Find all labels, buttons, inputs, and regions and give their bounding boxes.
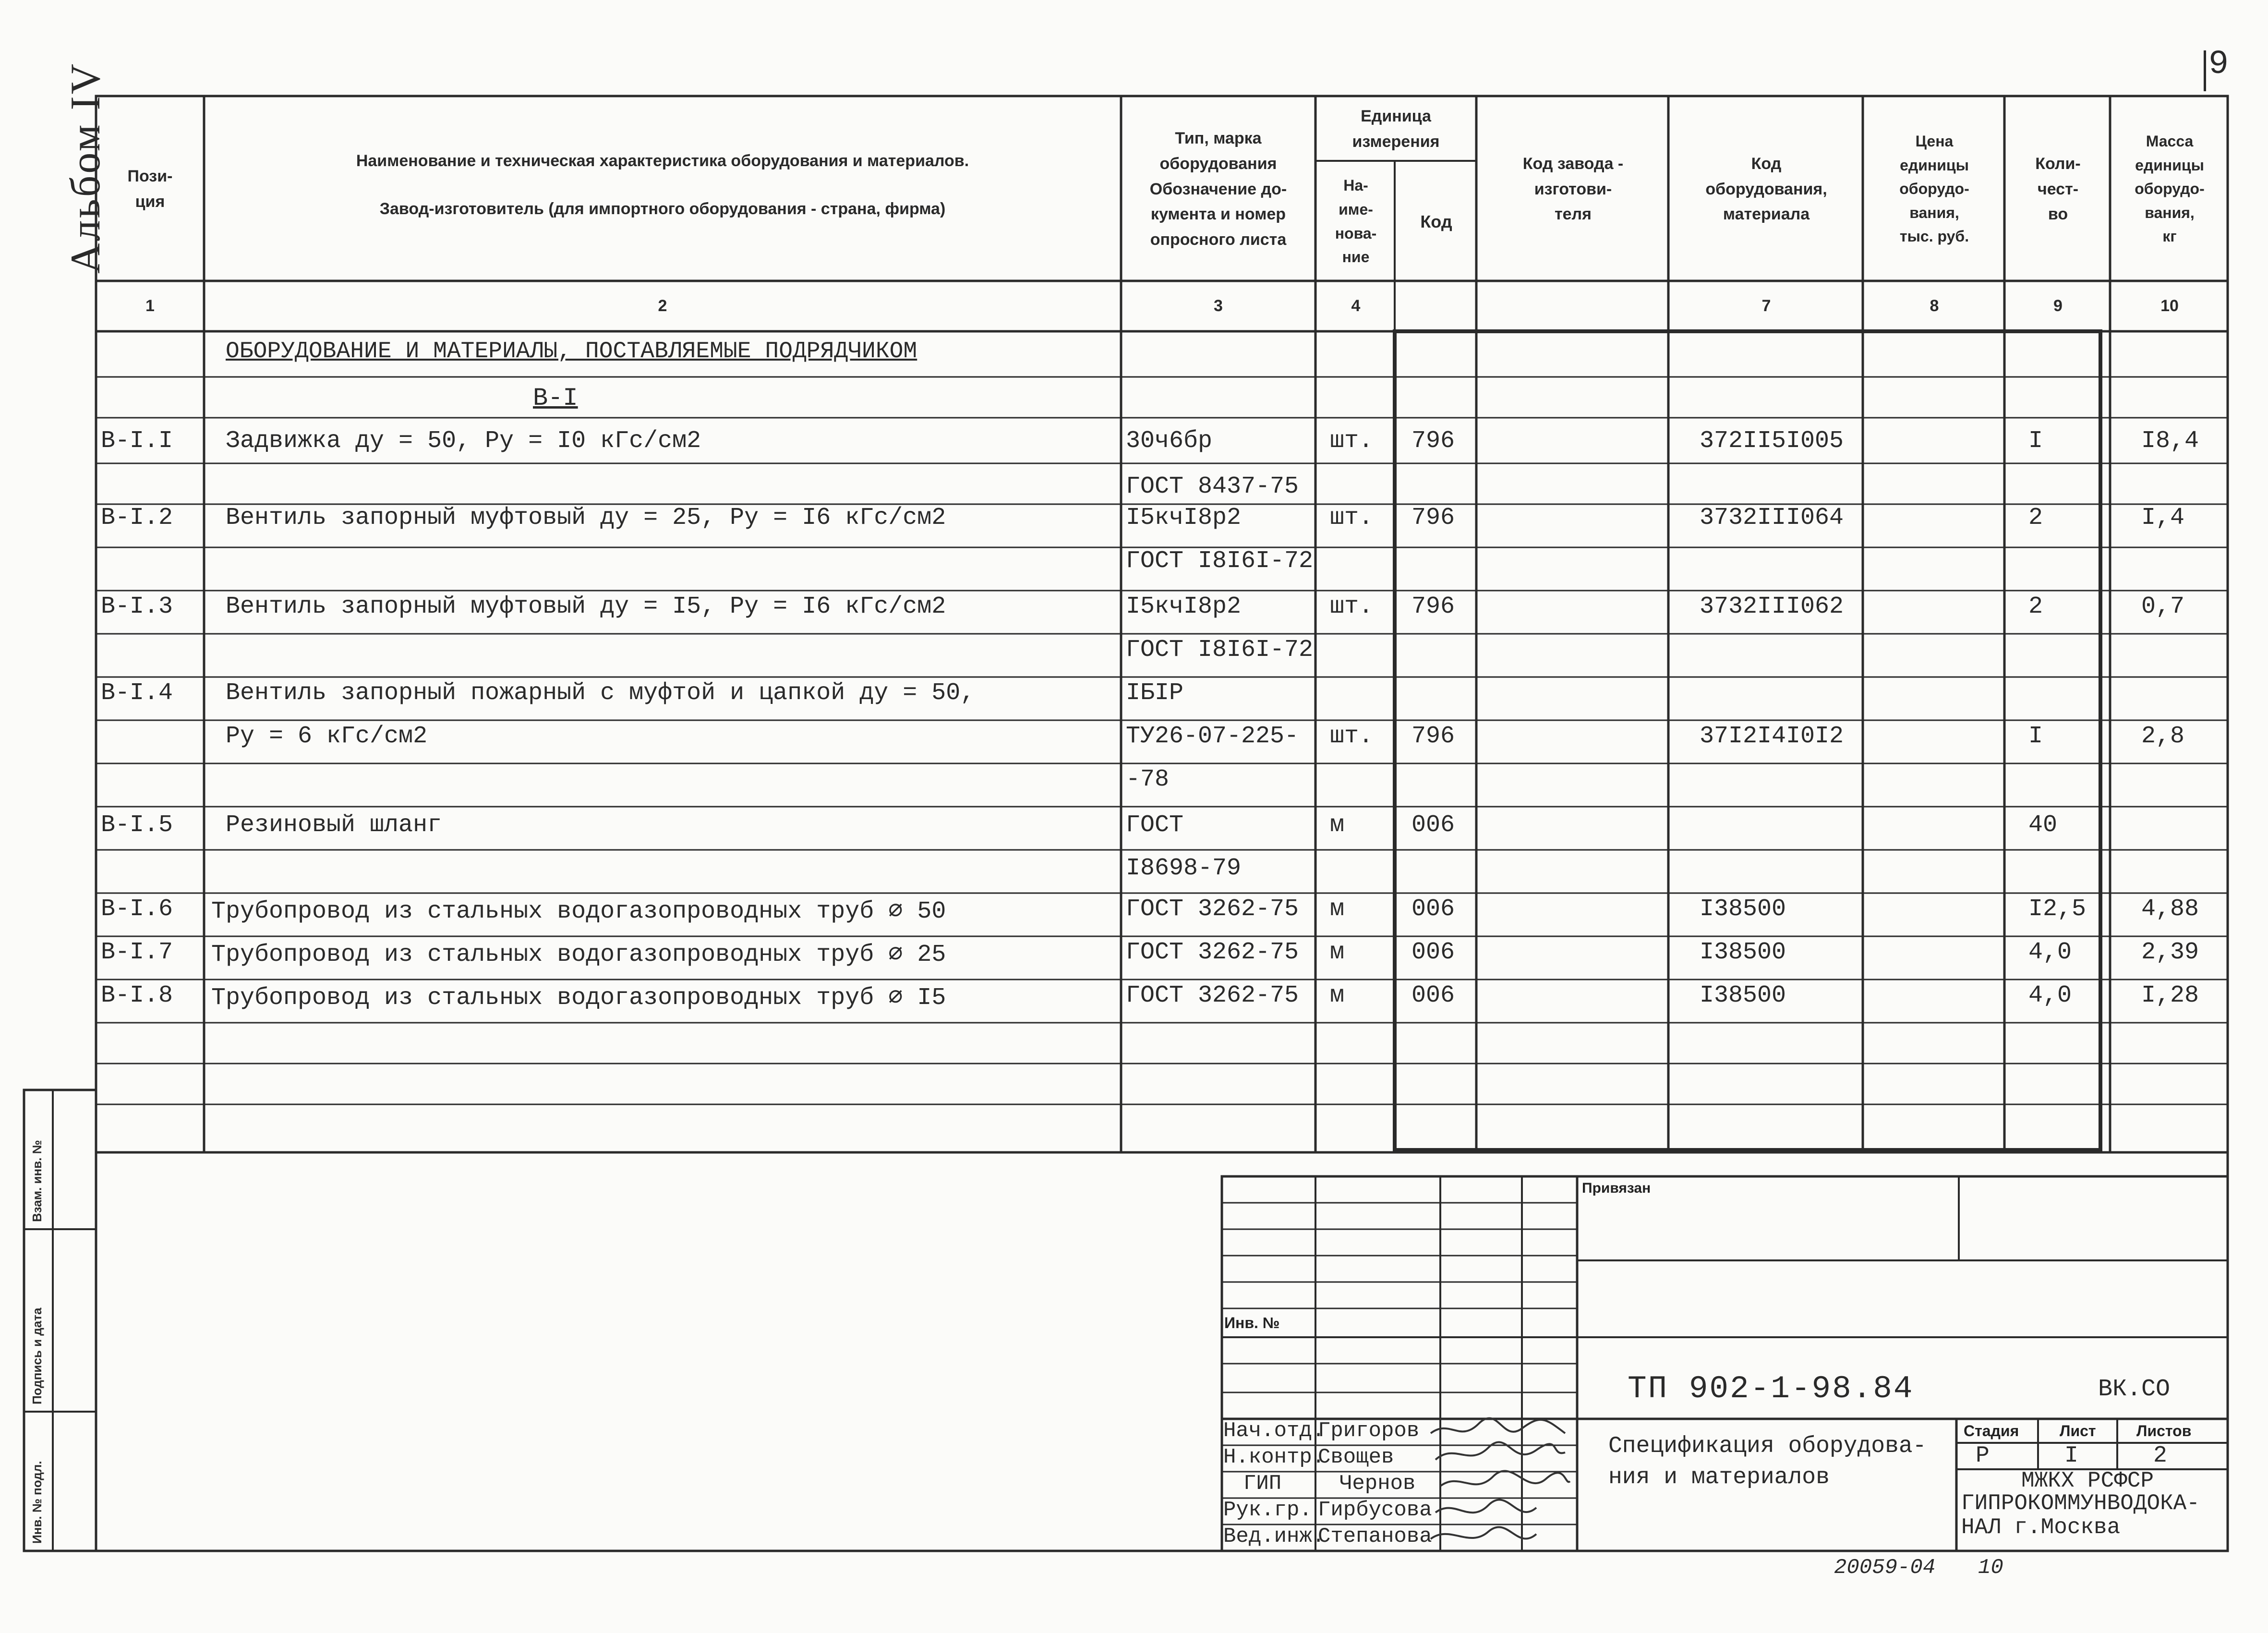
row-8-code: 796: [1411, 723, 1455, 750]
tb-title: Спецификация оборудова- ния и материалов: [1608, 1433, 1927, 1490]
colnum-1: 1: [145, 297, 155, 315]
row-3-qty: 2: [2028, 504, 2043, 532]
row-10-name: Резиновый шланг: [226, 811, 442, 839]
row-13-pos: В-I.7: [101, 939, 173, 966]
row-10-code: 006: [1411, 811, 1455, 839]
header-unit-group: Единица измерения: [1352, 107, 1440, 151]
row-2-type: ГОСТ 8437-75: [1126, 473, 1299, 500]
row-5-unit: шт.: [1330, 593, 1374, 620]
signature-role: Рук.гр.: [1223, 1498, 1312, 1522]
row-7-name: Вентиль запорный пожарный с муфтой и цапкой ду = 50,: [226, 679, 975, 707]
row-3-unit: шт.: [1330, 504, 1374, 532]
tb-stage-label: Стадия: [1964, 1422, 2019, 1439]
row-1-equip-code: 372II5I005: [1700, 427, 1844, 455]
row-14-pos: В-I.8: [101, 982, 173, 1009]
footer-page: 10: [1978, 1556, 2003, 1580]
row-10-qty: 40: [2028, 811, 2058, 839]
signature-name: Степанова: [1318, 1524, 1432, 1548]
row-10-unit: м: [1330, 811, 1345, 839]
header-name-line2: Завод-изготовитель (для импортного оборудования - страна, фирма): [379, 199, 946, 218]
row-13-equip-code: I38500: [1700, 939, 1786, 966]
row-14-type: ГОСТ 3262-75: [1126, 982, 1299, 1009]
signature-name: Свощев: [1318, 1445, 1394, 1469]
tb-section-code: ВК.СО: [2098, 1376, 2171, 1403]
row-14-mass: I,28: [2141, 982, 2199, 1009]
row-1-type: 30ч6бр: [1126, 427, 1213, 455]
handwritten-signatures: [1421, 1414, 1575, 1558]
signature-role: Нач.отд.: [1223, 1419, 1325, 1443]
colnum-2: 2: [658, 297, 667, 315]
row-1-pos: В-I.I: [101, 427, 173, 455]
tb-stage: Р: [1976, 1443, 1990, 1469]
row-5-qty: 2: [2028, 593, 2043, 620]
page-number: 9: [2208, 46, 2229, 84]
row-14-qty: 4,0: [2028, 982, 2072, 1009]
signature-role: Вед.инж.: [1223, 1524, 1325, 1548]
tb-org-line3: НАЛ г.Москва: [1961, 1515, 2121, 1540]
signature-name: Гирбусова: [1318, 1498, 1432, 1522]
header-factory-code: Код завода - изготови- теля: [1522, 154, 1624, 224]
row-1-qty: I: [2028, 427, 2043, 455]
header-price: Цена единицы оборудо- вания, тыс. руб.: [1899, 133, 1969, 245]
tb-sheet-label: Лист: [2060, 1422, 2096, 1439]
colnum-10: 10: [2160, 297, 2179, 315]
row-8-name: Ру = 6 кГс/см2: [226, 723, 428, 750]
album-label: Альбом IV: [62, 61, 109, 274]
tb-org-line1: МЖКХ РСФСР: [2021, 1468, 2154, 1493]
tb-sheets: 2: [2153, 1443, 2167, 1469]
row-1-code: 796: [1411, 427, 1455, 455]
colnum-4: 4: [1351, 297, 1361, 315]
row-5-equip-code: 3732III062: [1700, 593, 1844, 620]
row-12-equip-code: I38500: [1700, 895, 1786, 923]
row-10-type: ГОСТ: [1126, 811, 1184, 839]
row-13-qty: 4,0: [2028, 939, 2072, 966]
row-14-name: Трубопровод из стальных водогазопроводных труб ∅ I5: [211, 984, 946, 1012]
tb-inv-no: Инв. №: [1224, 1314, 1280, 1331]
row-3-code: 796: [1411, 504, 1455, 532]
row-14-unit: м: [1330, 982, 1345, 1009]
row-13-unit: м: [1330, 939, 1345, 966]
colnum-7: 7: [1761, 297, 1771, 315]
colnum-3: 3: [1214, 297, 1223, 315]
row-3-type: I5кчI8р2: [1126, 504, 1242, 532]
row-13-type: ГОСТ 3262-75: [1126, 939, 1299, 966]
row-12-code: 006: [1411, 895, 1455, 923]
row-1-name: Задвижка ду = 50, Ру = I0 кГс/см2: [226, 427, 701, 455]
row-3-name: Вентиль запорный муфтовый ду = 25, Ру = I6 кГс/см2: [226, 504, 946, 532]
row-8-mass: 2,8: [2141, 723, 2185, 750]
colnum-8: 8: [1930, 297, 1939, 315]
row-5-mass: 0,7: [2141, 593, 2185, 620]
section-title: ОБОРУДОВАНИЕ И МАТЕРИАЛЫ, ПОСТАВЛЯЕМЫЕ ПОДРЯДЧИКОМ: [226, 339, 917, 364]
row-8-type: ТУ26-07-225-: [1126, 723, 1299, 750]
row-3-equip-code: 3732III064: [1700, 504, 1844, 532]
signature-role: Н.контр.: [1223, 1445, 1325, 1469]
row-7-pos: В-I.4: [101, 679, 173, 707]
row-12-mass: 4,88: [2141, 895, 2199, 923]
row-1-mass: I8,4: [2141, 427, 2199, 455]
colnum-9: 9: [2053, 297, 2063, 315]
row-4-type: ГОСТ I8I6I-72: [1126, 547, 1314, 575]
header-type: Тип, марка оборудования Обозначение до- кумента и номер опросного листа: [1149, 129, 1287, 249]
row-13-mass: 2,39: [2141, 939, 2199, 966]
row-5-type: I5кчI8р2: [1126, 593, 1242, 620]
row-8-qty: I: [2028, 723, 2043, 750]
signature-name: Григоров: [1318, 1419, 1420, 1443]
row-8-unit: шт.: [1330, 723, 1374, 750]
row-14-equip-code: I38500: [1700, 982, 1786, 1009]
row-13-name: Трубопровод из стальных водогазопроводных труб ∅ 25: [211, 941, 946, 968]
footer-archive-no: 20059-04: [1834, 1556, 1936, 1580]
row-5-name: Вентиль запорный муфтовый ду = I5, Ру = I6 кГс/см2: [226, 593, 946, 620]
tb-designation: ТП 902-1-98.84: [1628, 1371, 1914, 1407]
row-13-code: 006: [1411, 939, 1455, 966]
signature-role: ГИП: [1243, 1472, 1282, 1496]
row-11-type: I8698-79: [1126, 855, 1242, 882]
stamp-vzam-inv: Взам. инв. №: [30, 1140, 44, 1222]
stamp-podpis-data: Подпись и дата: [30, 1307, 44, 1404]
row-14-code: 006: [1411, 982, 1455, 1009]
row-10-pos: В-I.5: [101, 811, 173, 839]
row-6-type: ГОСТ I8I6I-72: [1126, 636, 1314, 664]
row-1-unit: шт.: [1330, 427, 1374, 455]
header-equipment-code: Код оборудования, материала: [1705, 154, 1827, 224]
tb-org-line2: ГИПРОКОММУНВОДОКА-: [1961, 1491, 2200, 1516]
header-mass: Масса единицы оборудо- вания, кг: [2135, 133, 2205, 245]
row-8-equip-code: 37I2I4I0I2: [1700, 723, 1844, 750]
signature-name: Чернов: [1339, 1472, 1416, 1496]
row-12-name: Трубопровод из стальных водогазопроводных труб ∅ 50: [211, 898, 946, 925]
stamp-inv-podl: Инв. № подл.: [30, 1461, 44, 1544]
row-3-pos: В-I.2: [101, 504, 173, 532]
tb-privyazan: Привязан: [1582, 1180, 1651, 1196]
row-3-mass: I,4: [2141, 504, 2185, 532]
header-position: Пози- ция: [127, 167, 173, 211]
row-5-code: 796: [1411, 593, 1455, 620]
row-9-type: -78: [1126, 766, 1170, 793]
row-5-pos: В-I.3: [101, 593, 173, 620]
tb-sheet: I: [2064, 1443, 2078, 1469]
subsection-title: В-I: [533, 384, 578, 412]
row-7-type: IБIР: [1126, 679, 1184, 707]
header-unit-name: На- име- нова- ние: [1335, 177, 1377, 266]
row-12-pos: В-I.6: [101, 895, 173, 923]
row-12-qty: I2,5: [2028, 895, 2087, 923]
tb-sheets-label: Листов: [2136, 1422, 2192, 1439]
header-unit-code: Код: [1420, 211, 1452, 231]
row-12-unit: м: [1330, 895, 1345, 923]
header-quantity: Коли- чест- во: [2035, 154, 2081, 224]
row-12-type: ГОСТ 3262-75: [1126, 895, 1299, 923]
header-name-line1: Наименование и техническая характеристика оборудования и материалов.: [356, 151, 969, 170]
